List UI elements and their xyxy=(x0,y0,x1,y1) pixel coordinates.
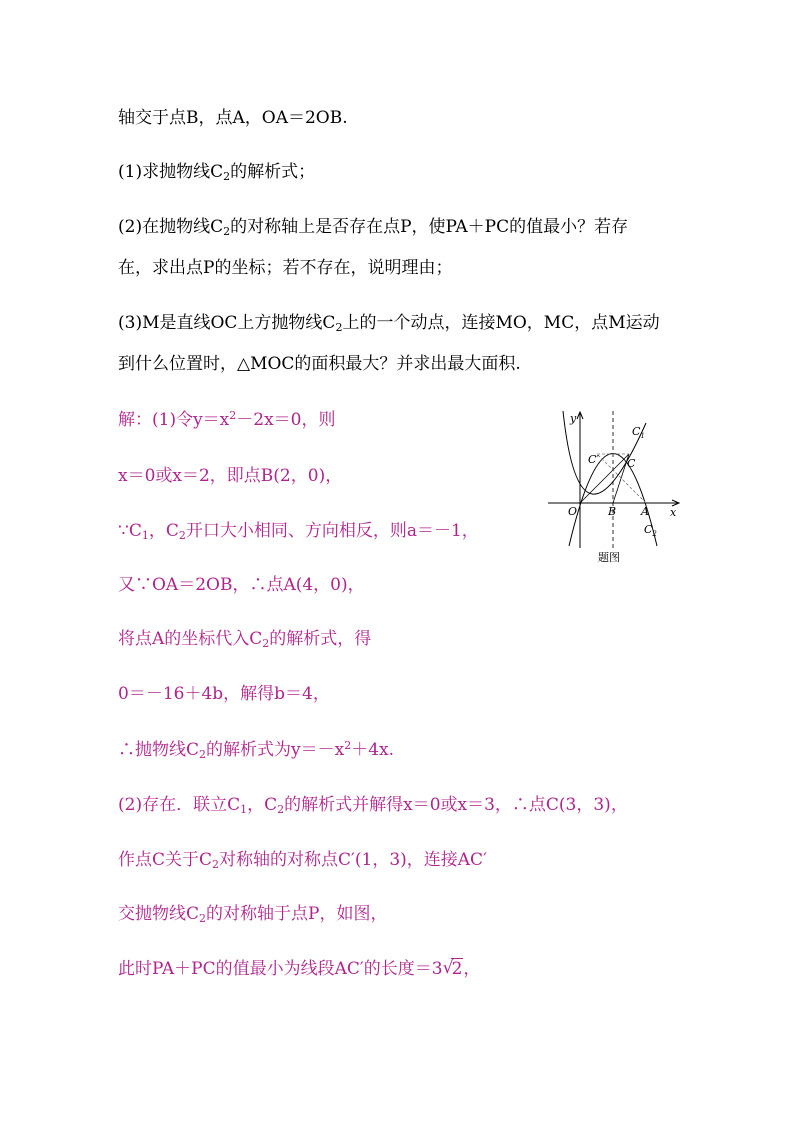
q1-text-a: (1)求抛物线C xyxy=(118,162,224,182)
radicand: 2 xyxy=(451,959,463,979)
sol8-sub-2: 2 xyxy=(277,803,285,816)
label-x: x xyxy=(670,506,677,519)
solution-line-8 xyxy=(118,794,628,816)
label-c1-sub: 1 xyxy=(640,432,645,440)
question-3-line-2: 到什么位置时，△MOC的面积最大？并求出最大面积. xyxy=(118,354,521,374)
sol5-text-a: 将点A的坐标代入C xyxy=(118,629,263,649)
q1-sub: 2 xyxy=(223,170,231,183)
sol8-text-b: ，C xyxy=(247,795,278,815)
sol8-sub-1: 1 xyxy=(240,803,248,816)
label-a: A xyxy=(641,505,649,518)
sol7-sub: 2 xyxy=(199,748,207,761)
q1-text-b: 的解析式； xyxy=(230,162,316,182)
sol5-sub: 2 xyxy=(262,637,270,650)
label-y: y xyxy=(570,412,577,425)
sol10-text-a: 交抛物线C xyxy=(118,904,200,924)
sol7-text-b: 的解析式为y＝－x xyxy=(206,740,345,760)
question-3-line-1 xyxy=(118,312,660,334)
label-c: C xyxy=(627,457,636,470)
parabola-figure xyxy=(546,403,686,568)
sol3-text-b: ，C xyxy=(148,521,179,541)
q3-text-b: 上的一个动点，连接MO，MC，点M运动 xyxy=(342,313,660,333)
solution-line-2: x＝0或x＝2，即点B(2，0)， xyxy=(118,466,343,486)
sol9-sub: 2 xyxy=(212,858,220,871)
label-c2 xyxy=(644,523,657,538)
solution-line-5 xyxy=(118,628,371,650)
sol11-text-a: 此时PA＋PC的值最小为线段AC′的长度＝3 xyxy=(118,959,443,979)
label-o: O xyxy=(568,505,578,518)
sol3-sub-1: 1 xyxy=(141,529,149,542)
solution-line-9 xyxy=(118,849,487,871)
question-1 xyxy=(118,161,315,183)
sol9-text-b: 对称轴的对称点C′(1，3)，连接AC′ xyxy=(219,850,487,870)
sol8-text-c: 的解析式并解得x＝0或x＝3，∴点C(3，3)， xyxy=(284,795,628,815)
solution-line-10 xyxy=(118,903,387,925)
question-2-line-1 xyxy=(118,216,628,238)
label-b: B xyxy=(608,505,617,518)
sol3-sub-2: 2 xyxy=(178,529,186,542)
sol9-text-a: 作点C关于C xyxy=(118,850,213,870)
sol1-sup: 2 xyxy=(229,409,237,422)
solution-line-4: 又∵OA＝2OB，∴点A(4，0)， xyxy=(118,575,365,595)
q3-sub: 2 xyxy=(335,321,343,334)
q2-sub: 2 xyxy=(223,225,231,238)
figure-caption: 题图 xyxy=(598,551,620,564)
sol10-text-b: 的对称轴于点P，如图， xyxy=(206,904,388,924)
label-c2-main: C xyxy=(644,523,653,536)
q2-text-b: 的对称轴上是否存在点P，使PA＋PC的值最小？若存 xyxy=(230,217,629,237)
solution-line-3 xyxy=(118,520,479,542)
solution-line-1 xyxy=(118,409,336,431)
question-2-line-2: 在，求出点P的坐标；若不存在，说明理由； xyxy=(118,258,453,278)
sol8-text-a: (2)存在．联立C xyxy=(118,795,241,815)
sol7-text-a: ∴抛物线C xyxy=(118,740,200,760)
sol7-text-c: ＋4x. xyxy=(351,740,395,760)
sol11-text-b: ， xyxy=(463,959,481,979)
problem-line-1: 轴交于点B，点A，OA＝2OB. xyxy=(118,108,348,128)
sol10-sub: 2 xyxy=(199,912,207,925)
sol3-text-a: ∵C xyxy=(118,521,142,541)
solution-line-6: 0＝－16＋4b，解得b＝4， xyxy=(118,684,330,704)
sol1-text-a: 解：(1)令y＝x xyxy=(118,410,230,430)
label-c2-sub: 2 xyxy=(652,530,657,538)
label-c1 xyxy=(632,425,645,440)
label-c1-main: C xyxy=(632,425,641,438)
label-c-prime: C′ xyxy=(588,453,599,466)
solution-line-11 xyxy=(118,958,480,980)
sol3-text-c: 开口大小相同、方向相反，则a＝－1， xyxy=(185,521,479,541)
solution-line-7 xyxy=(118,739,394,761)
sol1-text-b: －2x＝0，则 xyxy=(236,410,336,430)
q3-text-a: (3)M是直线OC上方抛物线C xyxy=(118,313,336,333)
sqrt-expression xyxy=(443,958,464,980)
radical-sign: √ xyxy=(442,958,454,978)
sol7-sup: 2 xyxy=(344,739,352,752)
sol5-text-b: 的解析式，得 xyxy=(269,629,372,649)
q2-text-a: (2)在抛物线C xyxy=(118,217,224,237)
